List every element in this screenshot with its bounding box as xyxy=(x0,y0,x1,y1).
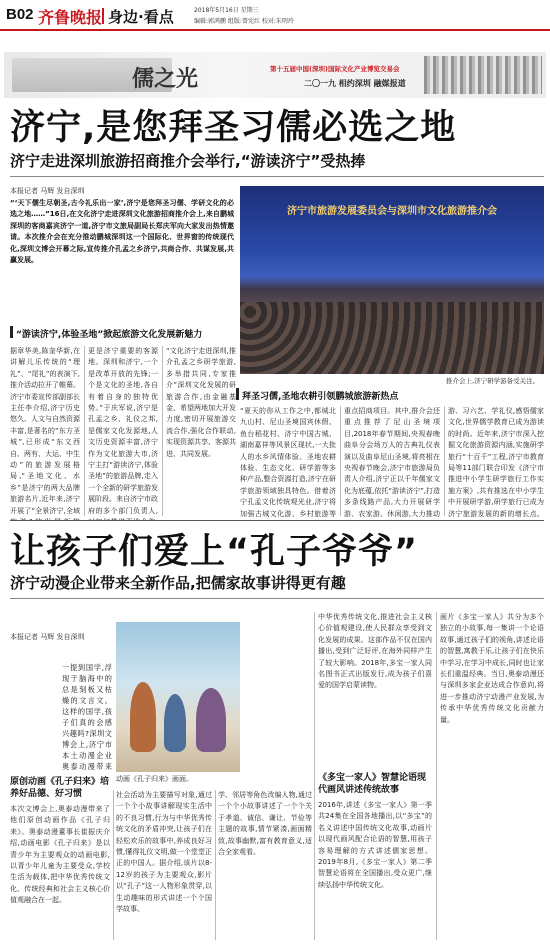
story1-col1: 据章华美,陈奎华新,在讲解儿乐传统的“理礼”、“尾礼”的表演下,推介活动拉开了帷幕。济宁市委宣传部副部长主任李介绍,济宁历史悠久、人文与自然资源丰富,是著名的“东方圣城”,已形成“东文西自、两有、大运、中生动”的旅游发展格局,“圣地文化、水乡”是济宁的两大品牌旅游名片,近年来,济宁开展了“全景济宁,全域 xyxy=(10,347,80,515)
date-line: 2018年5月16日 星期三 xyxy=(194,7,259,14)
photo-figure xyxy=(164,694,186,752)
story1-subhead2: 拜圣习儒,圣地农耕引领鹏城旅游新热点 xyxy=(242,392,399,402)
column-divider xyxy=(215,790,216,940)
editor-line: 编辑:郭鸿鹏 组版:曾宪红 校对:朱明玲 xyxy=(194,18,294,25)
story2-col1: 本次文博会上,奥泰动漫带来了他们原创动画作品《孔子归来》。奥泰动漫董事长崔振庆介绍,动画电影《孔子归来》是以青少年为主要观众的动画电影,以青少年儿童为主要受众,学校生活为载体,把中华优秀传统文化、传统经典和社会主义核心价值观融合在一起。 xyxy=(10,805,110,905)
story-separator xyxy=(10,520,544,521)
column-divider xyxy=(436,612,437,940)
paper-logo: 齐鲁晚报 xyxy=(38,8,103,27)
story1-col5: 重点招商项目。其中,推介会还重点推荐了尼山圣境项目,2018年春节期间,央视春晚曲阜分会场万人的古典礼仪表演以及曲阜尼山圣境,将亮相在央视春节晚会,济宁市旅游局负责人介绍,济宁正以千年儒家文化为底蕴,依托“游读济宁”,打造多条线路产品,大力开展研学游、农家游、休闲游,大力推动 xyxy=(344,407,440,518)
story1-col2: 更是济宁重要的客源地。深圳和济宁,一个是改革开放的先锋;一个是文化的圣地,各自有着自身的独特优势。”于庆军说,济宁是孔孟之乡、礼仪之邦,是儒家文化发源地,人文历史资源丰富,济宁作为文化旅游大市,济宁主打“游读济宁,体验圣地”的旅游品牌,走入一个全新的研学旅游发展阶段。来自济宁市政府的多个部门负责人, xyxy=(88,347,158,515)
story1-quote-head: “游读济宁,体验圣地”掀起旅游文化发展新魅力 xyxy=(16,330,203,340)
story2-byline: 本报记者 马辉 发自深圳 xyxy=(10,633,85,641)
column-divider xyxy=(162,346,163,516)
story2-col2: 社会活动为主要描写对象,通过一个个小故事讲解现实生活中的不良习惯,行为与中华优秀传统文化的矛盾冲突,让孩子们在轻松欢乐的故事中,养成良好习惯,懂得礼仪文明,做一个堂堂正正的中国人。据介绍,该片以8-12岁的孩子为主要观众,影片以“孔子”这一人物形象贯穿,以生动趣味的形式讲述一个个国学故事。 xyxy=(116,791,212,914)
column-divider xyxy=(444,406,445,516)
banner-slogan: 二〇一九 相约深圳 融媒报道 xyxy=(304,79,406,88)
banner-calligraphy: 儒之光 xyxy=(132,66,199,92)
story1-col3: “文化济宁走进深圳,推介孔孟之乡研学旅游,多举措共同,专家推介”深圳文化发展的研旅游合作,由金融基金、希望两地加大开发力度,密切开展旅游交流合作,强化合作联动,实现资源共享、客源共进、共同发展。 xyxy=(166,347,236,458)
column-divider xyxy=(113,790,114,940)
photo-screen-title: 济宁市旅游发展委员会与深圳市文化旅游推介会 xyxy=(287,206,497,217)
page-number: B02 xyxy=(6,6,34,23)
story2-col4: 中华优秀传统文化,推进社会主义核心价值观建设,使人民群众享受到文化发展的成果。这部作品不仅在国内播出,受到广泛好评,在海外同样产生了较大影响。2018年,多宝一家人同名图书正式出版发行,成为孩子们喜爱的国学启蒙读物。 xyxy=(318,613,432,690)
photo-figure xyxy=(196,688,226,752)
section-title: 身边·看点 xyxy=(108,8,174,26)
masthead-rule xyxy=(0,29,550,31)
story2-col5: 2016年,讲述《多宝一家人》第一季共24集在全国各地播出,以“多宝”的名义讲述中国传统文化故事,动画片以现代画风配合论语的智慧,用孩子容易理解的方式讲述儒家思想。2019年8月,《多宝一家人》第二季智慧论语将在全国播出,受众更广,继续弘扬中华传统文化。 xyxy=(318,801,432,889)
banner-expo-title: 第十五届中国(深圳)国际文化产业博览交易会 xyxy=(270,65,400,73)
quote-marker xyxy=(10,326,13,338)
story2-subheadline: 济宁动漫企业带来全新作品,把儒家故事讲得更有趣 xyxy=(10,574,346,592)
story2-headline: 让孩子们爱上“孔子爷爷” xyxy=(10,532,419,572)
masthead xyxy=(0,0,550,30)
story1-col6: 游、习六艺、学礼仪,感悟儒家文化,世界儒学教育已成为游读的时尚。近年来,济宁市深入挖掘文化旅游资源内涵,实施研学旅行“十百千”工程,济宁市教育局等11部门联合印发《济宁市推进中小学生研学旅行工作实施方案》,共有推选在中小学生中开展研学游,研学旅行已成为济宁旅游发展的新的增长点。 xyxy=(448,407,544,518)
story1-col4: “夏天的你从工作之中,都城北九山村、尼山圣境国宾休假、鱼台稻花村、济宁中国古城、湖南嘉祥等风景区现状,一大批人的水乡风情体验、圣地农耕体验、生态文化、研学游等多种产品,整合资源打造,济宁在研学旅游领域独具特色。借着济宁孔孟文化传统观光业,济宁将加强古城文化游、乡村旅游等 xyxy=(240,407,336,518)
banner-skyline-image xyxy=(424,56,542,94)
story2-photo-caption: 动画《孔子归来》画面。 xyxy=(116,775,193,783)
story1-photo xyxy=(240,186,544,374)
photo-figure xyxy=(130,682,156,752)
story2-sub-head2: 《多宝一家人》智慧论语现代画风讲述传统故事 xyxy=(318,773,427,795)
story2-col6: 画片《多宝一家人》共分为多个独立的小故事,每一集讲一个论语故事,通过孩子们的视角,讲述论语的智慧,寓教于乐,让孩子们在快乐中学习,在学习中成长,同时也让家长们重温经典。当日,奥泰动漫还与深圳多家企业达成合作意向,将进一步推动济宁动漫产业发展,为传承中华优秀传统文化贡献力量。 xyxy=(440,613,544,724)
column-divider xyxy=(314,612,315,940)
story1-byline: 本报记者 马辉 发自深圳 xyxy=(10,187,85,195)
story2-side-head: 原创动画《孔子归来》培养好品德、好习惯 xyxy=(10,777,110,799)
subhead-marker xyxy=(236,388,239,400)
column-divider xyxy=(84,346,85,516)
story2-lead: 一提到国学,浮现于脑海中的总是刻板又枯燥的文言文。这样的国学,孩子们真的会感兴趣吗?深圳文博会上,济宁市本土动漫企业奥泰动漫带来 xyxy=(62,663,112,770)
photo-audience xyxy=(240,302,544,374)
story2-photo xyxy=(116,622,240,772)
story1-subheadline: 济宁走进深圳旅游招商推介会举行,“游读济宁”受热捧 xyxy=(10,152,366,170)
story1-lead: “‘天下儒生尽朝圣,古今礼乐出一家’,济宁是您拜圣习儒、学研文化的必选之地……”16日,在文化济宁走进深圳文化旅游招商推介会上,来自鹏城深圳的客商嘉宾济宁一道,济宁市文旅局副局长郑庆军向大家发出热情邀请。本次推介会在充分推动鹏城深圳这一个国际化、世界窗的传统现代化,深圳文博会开幕之际,宣传推介孔孟之乡济宁,共商合作、共谋发展,共赢发展。 xyxy=(10,199,234,265)
masthead-divider xyxy=(102,8,104,24)
expo-banner xyxy=(4,52,546,98)
story2-col3: 学、邻居等角色改编人物,通过一个个小故事讲述了一个个关于孝道、诚信、谦让、节俭等主题的故事,情节紧凑,画面精致,故事幽默,富有教育意义,适合全家观看。 xyxy=(218,791,312,857)
story2-rule xyxy=(10,598,544,599)
story1-headline: 济宁,是您拜圣习儒必选之地 xyxy=(10,108,457,148)
story1-photo-caption: 推介会上,济宁研学游备受关注。 xyxy=(446,377,540,385)
story1-rule xyxy=(10,176,544,177)
column-divider xyxy=(340,406,341,516)
